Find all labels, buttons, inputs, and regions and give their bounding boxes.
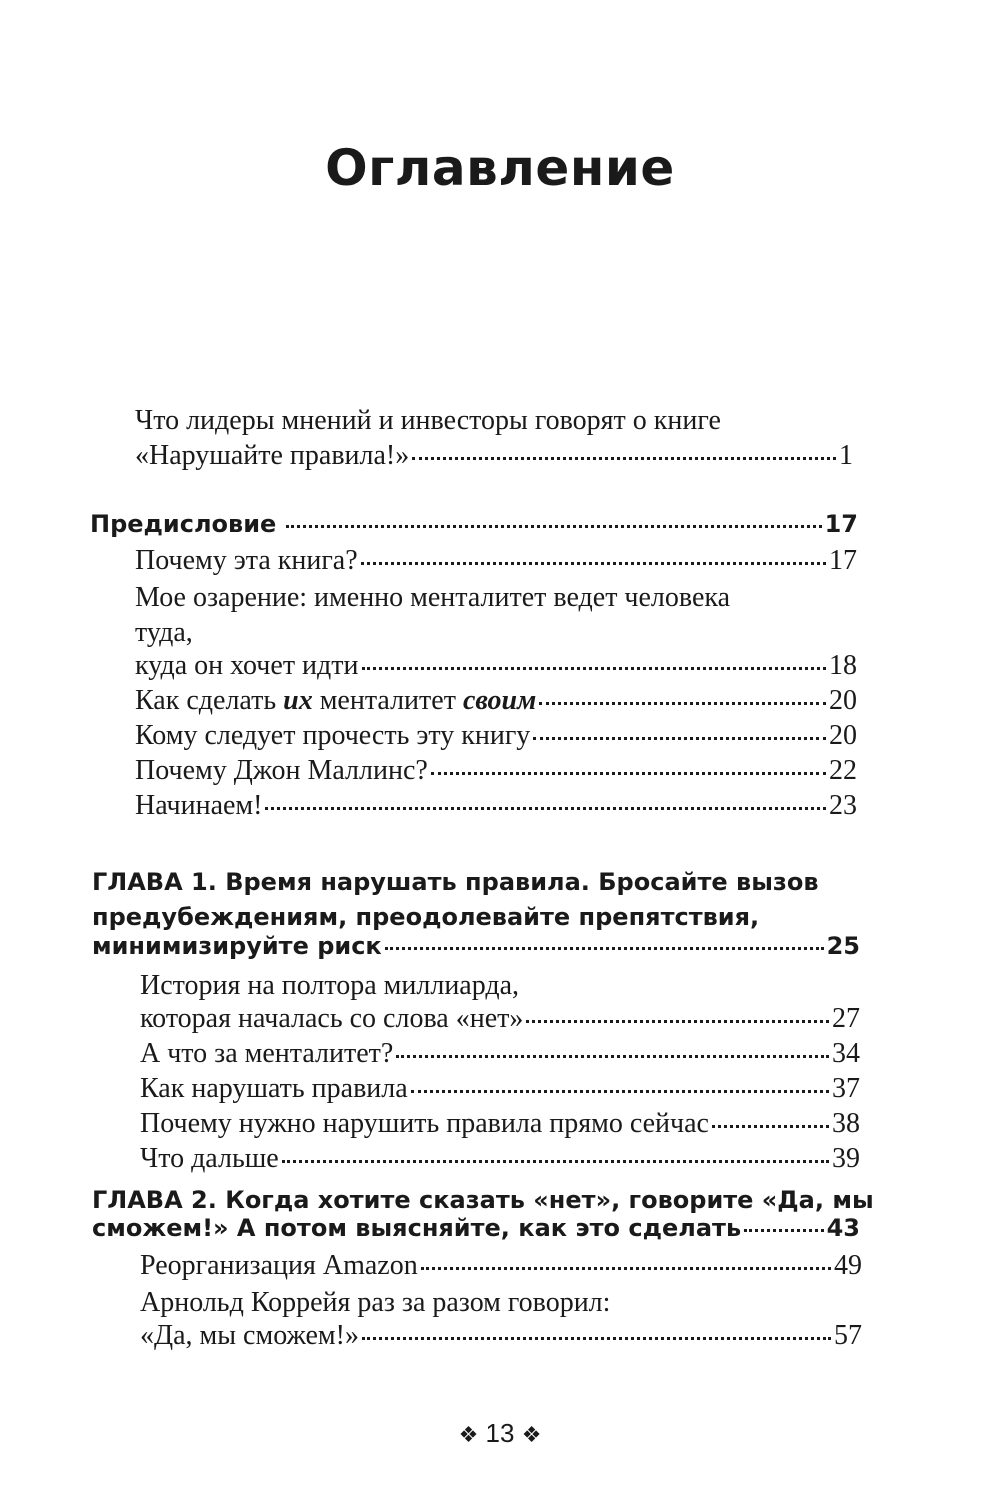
page-ref: 23 bbox=[829, 790, 857, 821]
dot-leader bbox=[361, 562, 826, 565]
page-ref: 39 bbox=[832, 1143, 860, 1174]
dot-leader bbox=[282, 1160, 829, 1163]
page-ref: 38 bbox=[832, 1108, 860, 1139]
dot-leader bbox=[362, 1337, 831, 1340]
dot-leader bbox=[526, 1020, 829, 1023]
ornament-icon: ❖ bbox=[458, 1423, 479, 1448]
toc-entry[interactable]: Что дальше 39 bbox=[140, 1143, 860, 1174]
toc-chapter-2-line1: ГЛАВА 2. Когда хотите сказать «нет», говорите «Да, мы bbox=[92, 1186, 874, 1214]
dot-leader bbox=[421, 1267, 831, 1270]
toc-chapter-2[interactable]: сможем!» А потом выясняйте, как это сделать 43 bbox=[92, 1214, 860, 1242]
toc-entry[interactable]: которая началась со слова «нет» 27 bbox=[140, 1003, 860, 1034]
toc-entry[interactable]: Почему нужно нарушить правила прямо сейчас 38 bbox=[140, 1108, 860, 1139]
page-ref: 57 bbox=[834, 1320, 862, 1351]
toc-entry-intro[interactable]: «Нарушайте правила!» 1 bbox=[135, 440, 853, 471]
toc-entry[interactable]: куда он хочет идти 18 bbox=[135, 650, 857, 681]
page-ref: 20 bbox=[829, 720, 857, 751]
dot-leader bbox=[265, 807, 826, 810]
toc-entry[interactable]: Почему эта книга? 17 bbox=[135, 545, 857, 576]
page-ref: 18 bbox=[829, 650, 857, 681]
page-ref: 37 bbox=[832, 1073, 860, 1104]
toc-chapter-1[interactable]: минимизируйте риск 25 bbox=[92, 932, 860, 960]
toc-entry-line: История на полтора миллиарда, bbox=[140, 970, 520, 1001]
page-ref: 17 bbox=[824, 510, 858, 538]
dot-leader bbox=[385, 947, 824, 950]
toc-entry[interactable]: Как сделать их менталитет своим 20 bbox=[135, 685, 857, 716]
dot-leader bbox=[539, 702, 826, 705]
page-ref: 34 bbox=[832, 1038, 860, 1069]
dot-leader bbox=[286, 525, 821, 528]
toc-entry[interactable]: «Да, мы сможем!» 57 bbox=[140, 1320, 862, 1351]
toc-entry[interactable]: Реорганизация Amazon 49 bbox=[140, 1250, 862, 1281]
toc-entry[interactable]: А что за менталитет? 34 bbox=[140, 1038, 860, 1069]
page-number: 13 bbox=[485, 1418, 515, 1448]
dot-leader bbox=[362, 667, 826, 670]
page-ref: 27 bbox=[832, 1003, 860, 1034]
page-ref: 20 bbox=[829, 685, 857, 716]
toc-entry-line: туда, bbox=[135, 617, 193, 648]
page-ref: 43 bbox=[826, 1214, 860, 1242]
toc-entry[interactable]: Как нарушать правила 37 bbox=[140, 1073, 860, 1104]
page-ref: 17 bbox=[829, 545, 857, 576]
toc-entry-intro-line1: Что лидеры мнений и инвесторы говорят о книге bbox=[135, 405, 721, 436]
toc-entry-line: Арнольд Коррейя раз за разом говорил: bbox=[140, 1287, 611, 1318]
dot-leader bbox=[712, 1125, 829, 1128]
toc-chapter-1-line2: предубеждениям, преодолевайте препятствия, bbox=[92, 903, 760, 931]
page-ref: 49 bbox=[834, 1250, 862, 1281]
dot-leader bbox=[744, 1229, 823, 1232]
toc-entry-line: Мое озарение: именно менталитет ведет человека bbox=[135, 582, 730, 613]
dot-leader bbox=[412, 457, 836, 460]
toc-entry[interactable]: Кому следует прочесть эту книгу 20 bbox=[135, 720, 857, 751]
toc-entry[interactable]: Начинаем! 23 bbox=[135, 790, 857, 821]
dot-leader bbox=[411, 1090, 829, 1093]
dot-leader bbox=[431, 772, 826, 775]
page-ref: 22 bbox=[829, 755, 857, 786]
ornament-icon: ❖ bbox=[521, 1423, 542, 1448]
toc-section-preface[interactable]: Предисловие 17 bbox=[90, 510, 858, 538]
page-footer bbox=[0, 1415, 1000, 1454]
page-ref: 25 bbox=[826, 932, 860, 960]
page-title: Оглавление bbox=[325, 139, 675, 197]
toc-chapter-1-line1: ГЛАВА 1. Время нарушать правила. Бросайте вызов bbox=[92, 868, 819, 896]
toc-entry[interactable]: Почему Джон Маллинс? 22 bbox=[135, 755, 857, 786]
dot-leader bbox=[533, 737, 826, 740]
dot-leader bbox=[396, 1055, 829, 1058]
page-ref: 1 bbox=[839, 440, 853, 471]
